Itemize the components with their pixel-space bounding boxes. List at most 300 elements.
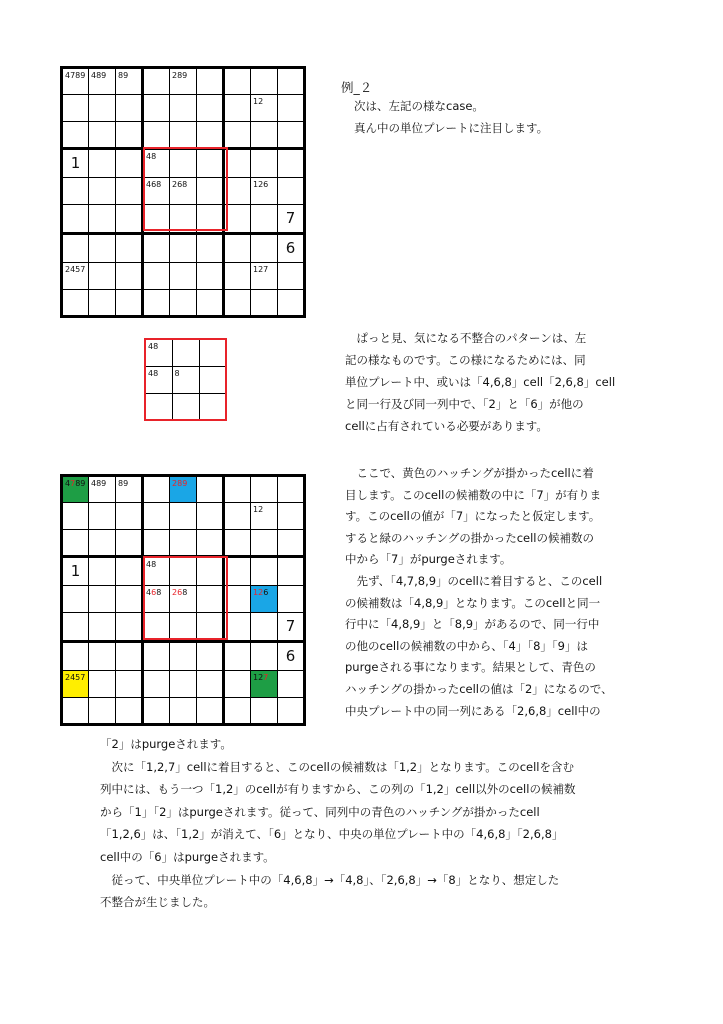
candidate-list — [63, 613, 88, 615]
candidate-digit: 8 — [177, 479, 183, 488]
grid-cell — [251, 205, 278, 234]
grid-cell — [170, 68, 197, 95]
grid-cell — [197, 530, 224, 557]
candidate-list — [170, 263, 196, 265]
grid-cell — [278, 95, 305, 122]
candidate-list — [170, 122, 196, 124]
text-line: 記の様なものです。この様になるためには、同 — [345, 353, 586, 367]
candidate-list — [173, 394, 199, 396]
grid-cell — [143, 530, 170, 557]
candidate-list: 2457 — [65, 673, 86, 682]
candidate-list — [63, 698, 88, 700]
grid-cell — [143, 178, 170, 205]
text-line: cellに占有されている必要があります。 — [345, 419, 548, 433]
plate-cell — [172, 339, 199, 366]
grid-cell — [170, 642, 197, 671]
candidate-list — [225, 263, 250, 265]
plate-cell — [145, 366, 172, 393]
candidate-list — [251, 69, 277, 71]
grid-cell — [251, 263, 278, 290]
grid-cell — [143, 671, 170, 698]
grid-cell — [224, 95, 251, 122]
candidate-list — [197, 643, 222, 645]
grid-cell — [89, 178, 116, 205]
grid-cell — [116, 263, 143, 290]
grid-cell — [278, 503, 305, 530]
plate-row — [145, 393, 226, 420]
grid-cell — [170, 557, 197, 586]
grid-cell — [89, 698, 116, 725]
candidate-digit: 2 — [258, 673, 264, 682]
candidate-list — [278, 530, 303, 532]
candidate-list — [251, 586, 277, 598]
grid-cell — [224, 149, 251, 178]
grid-cell — [116, 698, 143, 725]
grid-cell — [224, 586, 251, 613]
unit-plate-pattern — [144, 338, 227, 421]
candidate-list — [116, 263, 141, 265]
grid-cell — [251, 149, 278, 178]
candidate-list: 489 — [91, 71, 107, 80]
plate-cell — [172, 393, 199, 420]
grid-cell — [224, 205, 251, 234]
candidate-list — [197, 586, 222, 588]
candidate-digit: 9 — [80, 479, 86, 488]
candidate-list — [278, 263, 303, 265]
grid-row — [62, 263, 305, 290]
candidate-list — [89, 698, 115, 700]
candidate-list — [197, 205, 222, 207]
grid-cell — [197, 698, 224, 725]
grid-cell — [143, 122, 170, 149]
grid-cell — [89, 205, 116, 234]
candidate-list: 48 — [148, 342, 159, 351]
candidate-list — [116, 503, 141, 505]
grid-cell — [197, 178, 224, 205]
candidate-digit: 7 — [263, 673, 269, 682]
text-line: 従って、中央単位プレート中の「4,6,8」→「4,8」、「2,6,8」→「8」となり、想定した — [100, 872, 560, 887]
candidate-list — [89, 558, 115, 560]
text-line: 「2」はpurgeされます。 — [100, 737, 232, 751]
candidate-list — [170, 150, 196, 152]
grid-cell — [197, 290, 224, 317]
candidate-list: 89 — [118, 71, 129, 80]
grid-row — [62, 557, 305, 586]
candidate-list — [170, 671, 196, 673]
candidate-list — [89, 613, 115, 615]
grid-cell — [170, 234, 197, 263]
grid-cell — [143, 557, 170, 586]
candidate-digit: 2 — [172, 588, 178, 597]
grid-cell — [251, 68, 278, 95]
grid-cell — [116, 205, 143, 234]
grid-cell — [116, 234, 143, 263]
plate-cell — [199, 339, 226, 366]
candidate-list — [251, 698, 277, 700]
candidate-list — [278, 558, 303, 560]
text-line: 目します。このcellの候補数の中に「7」が有りま — [345, 487, 602, 502]
candidate-list: 126 — [253, 180, 269, 189]
candidate-list — [116, 95, 141, 97]
candidate-list — [197, 69, 222, 71]
candidate-list — [251, 122, 277, 124]
grid-cell — [170, 290, 197, 317]
grid-cell — [89, 68, 116, 95]
candidate-digit: 8 — [182, 588, 188, 597]
candidate-list — [197, 95, 222, 97]
grid-cell — [278, 557, 305, 586]
grid-cell — [62, 290, 89, 317]
intro-line-2: 真ん中の単位プレートに注目します。 — [354, 121, 549, 135]
grid-cell — [62, 68, 89, 95]
candidate-list — [116, 643, 141, 645]
grid-row — [62, 586, 305, 613]
grid-cell — [62, 476, 89, 503]
text-line: から「1」「2」はpurgeされます。従って、同列中の青色のハッチングが掛かったcell — [100, 804, 540, 819]
candidate-list — [144, 95, 169, 97]
candidate-list — [197, 122, 222, 124]
candidate-list — [278, 178, 303, 180]
candidate-list — [225, 503, 250, 505]
candidate-digit: 6 — [177, 588, 183, 597]
candidate-digit: 1 — [253, 588, 259, 597]
grid-cell — [197, 263, 224, 290]
text-line: 単位プレート中、或いは「4,6,8」cell「2,6,8」cell — [345, 375, 616, 389]
grid-cell — [62, 178, 89, 205]
candidate-list — [197, 530, 222, 532]
candidate-list: 4789 — [65, 71, 86, 80]
grid-cell — [62, 613, 89, 642]
candidate-list — [116, 530, 141, 532]
candidate-list — [144, 613, 169, 615]
grid-cell — [251, 95, 278, 122]
candidate-list — [63, 95, 88, 97]
grid-cell — [62, 671, 89, 698]
grid-cell — [89, 234, 116, 263]
grid-cell — [224, 68, 251, 95]
grid-cell — [224, 234, 251, 263]
text-line: 列中には、もう一つ「1,2」のcellが有りますから、この列の「1,2」cell以外のcellの候補数 — [100, 782, 576, 797]
candidate-list — [89, 235, 115, 237]
candidate-list — [63, 122, 88, 124]
text-line: 先ず、「4,7,8,9」のcellに着目すると、このcell — [345, 574, 603, 588]
candidate-digit: 4 — [65, 479, 71, 488]
candidate-list — [144, 263, 169, 265]
candidate-list — [170, 643, 196, 645]
grid-cell — [116, 68, 143, 95]
grid-cell — [224, 263, 251, 290]
candidate-digit: 8 — [75, 479, 81, 488]
candidate-list — [200, 394, 226, 396]
candidate-list — [89, 643, 115, 645]
plate-cell — [172, 366, 199, 393]
grid-cell — [62, 149, 89, 178]
text-line: 次に「1,2,7」cellに着目すると、このcellの候補数は「1,2」となります。このcellを含む — [100, 759, 574, 774]
grid-cell — [278, 530, 305, 557]
grid-cell — [143, 290, 170, 317]
text-line: の候補数は「4,8,9」となります。このcellと同一 — [345, 595, 601, 610]
grid-cell — [170, 586, 197, 613]
grid-cell — [89, 503, 116, 530]
candidate-list — [89, 150, 115, 152]
text-line: すると緑のハッチングの掛かったcellの候補数の — [345, 530, 594, 545]
grid-cell — [251, 234, 278, 263]
candidate-list — [170, 613, 196, 615]
candidate-list — [144, 503, 169, 505]
candidate-list — [251, 235, 277, 237]
grid-row — [62, 178, 305, 205]
candidate-list — [144, 698, 169, 700]
sudoku-grid-initial — [60, 66, 306, 318]
grid-cell — [197, 613, 224, 642]
candidate-list — [89, 263, 115, 265]
candidate-list — [63, 235, 88, 237]
grid-cell — [143, 95, 170, 122]
text-line: 不整合が生じました。 — [100, 895, 215, 910]
grid-cell — [197, 642, 224, 671]
candidate-list — [170, 205, 196, 207]
grid-cell — [116, 530, 143, 557]
grid-cell — [143, 205, 170, 234]
grid-cell — [251, 671, 278, 698]
candidate-list — [144, 671, 169, 673]
plate-row — [145, 366, 226, 393]
candidate-list: 12 — [253, 97, 264, 106]
candidate-list — [89, 530, 115, 532]
candidate-digit: 1 — [253, 673, 259, 682]
candidate-list — [63, 586, 88, 588]
grid-cell — [170, 671, 197, 698]
grid-row — [62, 290, 305, 317]
grid-row — [62, 613, 305, 642]
grid-cell — [116, 178, 143, 205]
grid-row — [62, 476, 305, 503]
text-line: cell中の「6」はpurgeされます。 — [100, 850, 275, 864]
candidate-list — [251, 671, 277, 683]
given-digit: 7 — [285, 209, 296, 227]
text-line: と同一行及び同一列中で、「2」と「6」が他の — [345, 397, 584, 411]
grid-cell — [224, 698, 251, 725]
candidate-list — [251, 150, 277, 152]
candidate-list — [225, 643, 250, 645]
candidate-list — [278, 671, 303, 673]
candidate-list — [170, 558, 196, 560]
grid-cell — [224, 642, 251, 671]
candidate-list — [197, 558, 222, 560]
candidate-list — [116, 613, 141, 615]
candidate-list — [225, 150, 250, 152]
given-digit: 1 — [70, 562, 81, 580]
candidate-digit: 6 — [263, 588, 269, 597]
grid-cell — [116, 642, 143, 671]
candidate-list — [63, 530, 88, 532]
grid-cell — [197, 586, 224, 613]
grid-cell — [251, 503, 278, 530]
candidate-list — [170, 235, 196, 237]
grid-cell — [278, 613, 305, 642]
candidate-list — [225, 613, 250, 615]
grid-cell — [224, 476, 251, 503]
grid-cell — [278, 290, 305, 317]
grid-cell — [197, 205, 224, 234]
candidate-list — [278, 69, 303, 71]
grid-row — [62, 234, 305, 263]
grid-cell — [89, 263, 116, 290]
grid-cell — [143, 642, 170, 671]
candidate-list — [278, 95, 303, 97]
grid-cell — [170, 613, 197, 642]
candidate-list — [89, 671, 115, 673]
grid-row — [62, 205, 305, 234]
candidate-list — [144, 290, 169, 292]
candidate-list — [278, 290, 303, 292]
candidate-list — [197, 671, 222, 673]
grid-cell — [278, 178, 305, 205]
candidate-list — [225, 178, 250, 180]
candidate-list — [89, 205, 115, 207]
candidate-list — [116, 235, 141, 237]
candidate-list — [225, 95, 250, 97]
grid-cell — [143, 476, 170, 503]
grid-cell — [197, 68, 224, 95]
candidate-list — [63, 477, 88, 489]
candidate-list — [225, 477, 250, 479]
grid-cell — [116, 613, 143, 642]
candidate-list — [89, 95, 115, 97]
grid-cell — [89, 530, 116, 557]
grid-cell — [116, 476, 143, 503]
grid-cell — [116, 122, 143, 149]
candidate-list — [144, 643, 169, 645]
candidate-list — [89, 178, 115, 180]
text-line: 「1,2,6」は、「1,2」が消えて、「6」となり、中央の単位プレート中の「4,6,8」「2,6,8」 — [100, 827, 564, 842]
candidate-list — [200, 340, 226, 342]
plate-cell — [145, 393, 172, 420]
grid-cell — [197, 122, 224, 149]
grid-cell — [278, 263, 305, 290]
grid-cell — [89, 476, 116, 503]
grid-cell — [251, 178, 278, 205]
candidate-list — [144, 69, 169, 71]
candidate-list — [225, 290, 250, 292]
grid-cell — [116, 95, 143, 122]
grid-cell — [278, 149, 305, 178]
grid-row — [62, 503, 305, 530]
grid-cell — [62, 530, 89, 557]
grid-cell — [89, 290, 116, 317]
grid-cell — [170, 530, 197, 557]
candidate-list — [197, 613, 222, 615]
grid-row — [62, 149, 305, 178]
candidate-list: 48 — [146, 152, 157, 161]
grid-cell — [89, 557, 116, 586]
candidate-list — [170, 290, 196, 292]
grid-cell — [89, 149, 116, 178]
candidate-list — [170, 530, 196, 532]
candidate-list — [116, 586, 141, 588]
candidate-list: 289 — [172, 71, 188, 80]
example-title: 例_２ — [341, 80, 373, 95]
grid-cell — [278, 642, 305, 671]
candidate-list — [144, 586, 169, 598]
candidate-list — [63, 290, 88, 292]
grid-cell — [251, 122, 278, 149]
candidate-list — [278, 503, 303, 505]
candidate-list — [251, 643, 277, 645]
candidate-list — [89, 586, 115, 588]
candidate-list: 8 — [174, 368, 180, 378]
grid-cell — [251, 698, 278, 725]
grid-cell — [170, 122, 197, 149]
candidate-list — [116, 122, 141, 124]
candidate-list: 89 — [118, 479, 129, 488]
grid-cell — [197, 476, 224, 503]
candidate-list — [197, 698, 222, 700]
plate-cell — [199, 366, 226, 393]
text-line: 中から「7」がpurgeされます。 — [345, 552, 512, 567]
candidate-list — [225, 698, 250, 700]
grid-cell — [143, 263, 170, 290]
text-line: 行中に「4,8,9」と「8,9」があるので、同一行中 — [345, 617, 600, 632]
candidate-list — [278, 586, 303, 588]
grid-cell — [62, 234, 89, 263]
grid-row — [62, 95, 305, 122]
candidate-list — [89, 122, 115, 124]
grid-cell — [143, 698, 170, 725]
grid-cell — [224, 530, 251, 557]
candidate-list — [197, 178, 222, 180]
grid-cell — [251, 586, 278, 613]
grid-cell — [116, 149, 143, 178]
grid-cell — [278, 476, 305, 503]
candidate-list — [225, 122, 250, 124]
given-digit: 1 — [70, 154, 81, 172]
text-line: purgeされる事になります。結果として、青色の — [345, 660, 596, 675]
candidate-list — [225, 235, 250, 237]
grid-cell — [62, 557, 89, 586]
grid-cell — [278, 122, 305, 149]
candidate-list — [197, 263, 222, 265]
grid-cell — [224, 290, 251, 317]
grid-cell — [278, 671, 305, 698]
grid-cell — [170, 95, 197, 122]
candidate-digit: 9 — [182, 479, 188, 488]
candidate-digit: 4 — [146, 588, 152, 597]
candidate-list — [116, 205, 141, 207]
grid-cell — [197, 149, 224, 178]
text-line: ハッチングの掛かったcellの値は「2」になるので、 — [345, 682, 613, 696]
grid-cell — [62, 263, 89, 290]
grid-cell — [170, 503, 197, 530]
candidate-list — [170, 698, 196, 700]
grid-cell — [89, 642, 116, 671]
grid-cell — [197, 557, 224, 586]
plate-cell — [199, 393, 226, 420]
candidate-list — [89, 290, 115, 292]
candidate-digit: 6 — [151, 588, 157, 597]
candidate-list — [278, 122, 303, 124]
candidate-list — [251, 530, 277, 532]
plate-row — [145, 339, 226, 366]
grid-cell — [170, 149, 197, 178]
candidate-list: 48 — [148, 368, 159, 378]
grid-cell — [89, 586, 116, 613]
candidate-list — [278, 150, 303, 152]
intro-line-1: 次は、左記の様なcase。 — [354, 99, 484, 113]
grid-cell — [62, 642, 89, 671]
text-line: ぱっと見、気になる不整合のパターンは、左 — [345, 331, 587, 345]
grid-row — [62, 68, 305, 95]
